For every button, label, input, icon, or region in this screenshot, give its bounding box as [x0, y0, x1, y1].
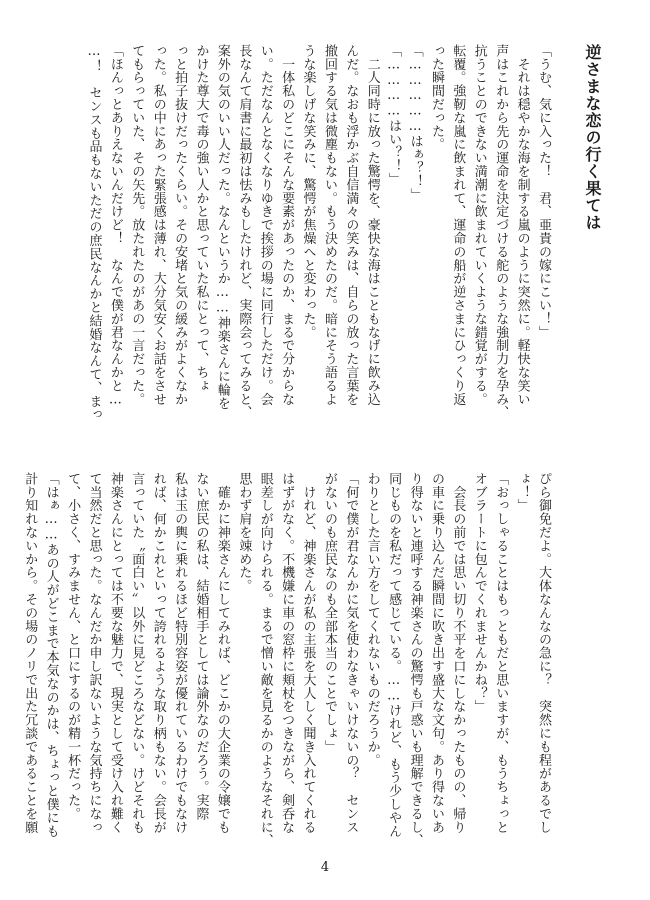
text-line: わりとした言い方をしてくれないものだろうか。: [364, 472, 380, 767]
text-line: い。ただなんとなくなりゆきで挨拶の場に同行しただけ。会: [257, 44, 273, 406]
text-line: れば、何かこれといって誇れるような取り柄もない。会長が: [150, 472, 166, 834]
story-title: 逆さまな恋の行く果ては: [583, 44, 602, 231]
text-line: った瞬間だった。: [428, 44, 444, 152]
text-line: 二人同時に放った驚愕を、豪快な海はこともなげに飲み込: [364, 44, 380, 406]
text-line: んだ。なおも浮かぶ自信満々の笑みは、自らの放った言葉を: [343, 44, 359, 406]
text-line: 「…………はい？！」: [386, 44, 402, 186]
text-line: 転覆。強靭な嵐に飲まれて、運命の船が逆さまにひっくり返: [450, 44, 466, 406]
text-line: っと拍子抜けだったくらい。その安堵と気の緩みがよくなか: [172, 44, 188, 406]
top-text-block: [84, 44, 554, 422]
text-line: て当然だと思った。なんだか申し訳ないような気持ちになっ: [86, 472, 102, 834]
text-line: った。私の中にあった緊張感は薄れ、大分気安くお話をさせ: [150, 44, 166, 406]
text-line: 「何で僕が君なんかに気を使わなきゃいけないの？ センス: [343, 472, 359, 834]
text-line: 私は玉の輿に乗れるほど特別容姿が優れているわけでもなけ: [172, 472, 188, 834]
text-line: 長なんて肩書に最初は怯みもしたけれど、実際会ってみると、: [236, 44, 252, 420]
text-line: 思わず肩を竦めた。: [236, 472, 252, 593]
text-line: がないのも庶民なのも全部本当のことでしょ」: [321, 472, 337, 754]
text-line: 神楽さんにとっては不要な魅力で、現実として受け入れ難く: [107, 472, 123, 834]
text-line: ぴら御免だよ。大体なんなの急に？ 突然にも程があるでし: [536, 472, 551, 834]
text-line: 言っていた〝面白い〟以外に見どころなどない。けどそれも: [129, 472, 145, 834]
text-line: 撤回する気は微塵もない。もう決めたのだ。暗にそう語るよ: [321, 44, 337, 406]
text-line: うな楽しげな笑みに、驚愕が焦燥へと変わった。: [300, 44, 316, 339]
text-line: 会長の前では思い切り不平を口にしなかったものの、帰り: [450, 472, 466, 834]
text-line: り得ないと連呼する神楽さんの驚愕も戸惑いも理解できるし、: [407, 472, 423, 848]
text-line: かけた尊大で毒の強い人かと思っていた私にとって、ちょ: [193, 44, 209, 393]
text-line: …！ センスも品もないただの庶民なんかと結婚なんて、まっ: [86, 44, 102, 422]
text-line: 「うむ、気に入った！ 君、亜貴の嫁にこい！」: [536, 44, 551, 339]
text-line: 眼差しが向けられる。まるで憎い敵を見るかのようなそれに、: [257, 472, 273, 848]
text-line: 計り知れないから。その場のノリで出た冗談であることを願: [22, 472, 38, 834]
text-line: 「おっしゃることはもっともだと思いますが、もうちょっと: [493, 472, 509, 834]
text-line: 「はぁ……あの人がどこまで本気なのかは、ちょっと僕にも: [43, 472, 59, 838]
text-line: ょ！」: [514, 472, 530, 513]
text-line: て、小さく、すみません、と口にするのが精一杯だった。: [65, 472, 81, 821]
text-line: 案外の気のいい人だった。なんというか……神楽さんに輪を: [214, 44, 230, 410]
text-line: 「……………はぁ？！」: [407, 44, 423, 202]
text-line: 一体私のどこにそんな要素があったのか、まるで分からな: [279, 44, 295, 406]
text-line: ない庶民の私は、結婚相手としては論外なのだろう。実際: [193, 472, 209, 821]
bottom-text-block: [22, 472, 554, 848]
text-line: 声はこれから先の運命を決定づける舵のような強制力を孕み、: [493, 44, 509, 420]
page-number: 4: [320, 860, 330, 875]
text-line: てもらっていた、その矢先。放たれたのがあの一言だった。: [129, 44, 145, 406]
text-line: 抗うことのできない満潮に飲まれていくような錯覚がする。: [471, 44, 487, 406]
text-line: 「ほんっとありえないんだけど！ なんで僕が君なんかと…: [107, 44, 123, 408]
text-line: はずがなく。不機嫌に車の窓枠に頬杖をつきながら、剣呑な: [279, 472, 295, 834]
text-line: けれど、神楽さんが私の主張を大人しく聞き入れてくれる: [300, 472, 316, 834]
text-line: 確かに神楽さんにしてみれば、どこかの大企業の令嬢でも: [214, 472, 230, 834]
text-line: それは穏やかな海を制する嵐のように突然に。軽快な笑い: [514, 44, 530, 406]
text-line: オブラートに包んでくれませんかね？」: [471, 472, 487, 714]
text-line: の車に乗り込んだ瞬間に吹き出す盛大な文句。あり得ないあ: [428, 472, 444, 834]
text-line: 同じものを私だって感じている。……けれど、もう少しやん: [386, 472, 402, 838]
